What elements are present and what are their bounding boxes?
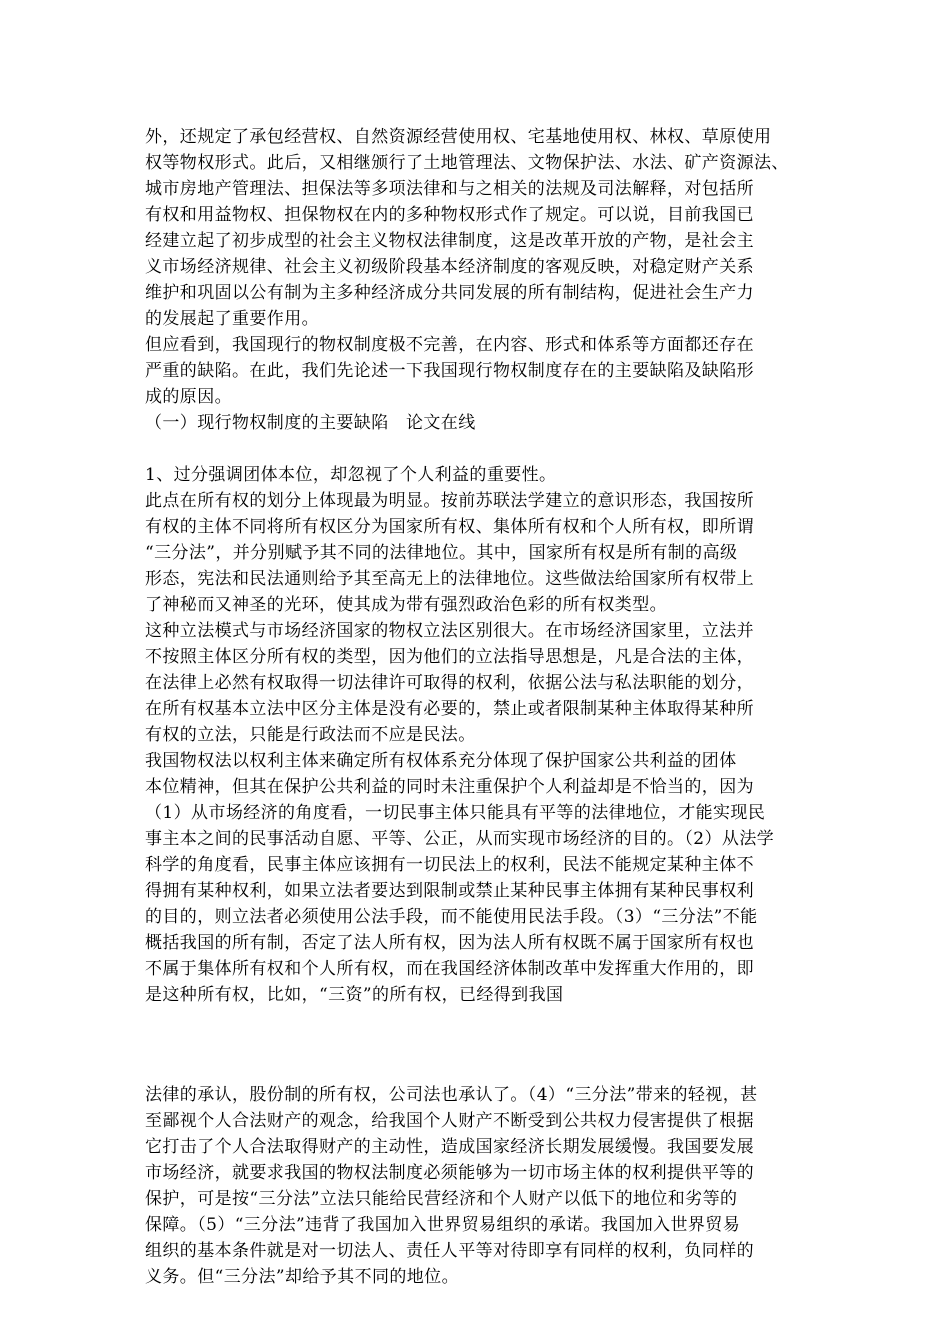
text-line: 的目的，则立法者必须使用公法手段，而不能使用民法手段。（3）“三分法”不能	[145, 907, 758, 927]
text-line: 义市场经济规律、社会主义初级阶段基本经济制度的客观反映，对稳定财产关系	[145, 257, 754, 277]
paragraph-block-2	[145, 462, 815, 1008]
text-line: 概括我国的所有制，否定了法人所有权，因为法人所有权既不属于国家所有权也	[145, 933, 754, 953]
text-line: 但应看到，我国现行的物权制度极不完善，在内容、形式和体系等方面都还存在	[145, 335, 754, 355]
text-line: 的发展起了重要作用。	[145, 309, 319, 329]
text-line: 权等物权形式。此后，又相继颁行了土地管理法、文物保护法、水法、矿产资源法、	[145, 153, 789, 173]
text-line: 在法律上必然有权取得一切法律许可取得的权利，依据公法与私法职能的划分，	[145, 673, 754, 693]
text-line: 保障。（5）“三分法”违背了我国加入世界贸易组织的承诺。我国加入世界贸易	[145, 1215, 741, 1235]
subsection-heading: 1、过分强调团体本位，却忽视了个人利益的重要性。	[145, 465, 557, 485]
text-line: 城市房地产管理法、担保法等多项法律和与之相关的法规及司法解释，对包括所	[145, 179, 754, 199]
text-line: （1）从市场经济的角度看，一切民事主体只能具有平等的法律地位，才能实现民	[145, 803, 766, 823]
text-line: 至鄙视个人合法财产的观念，给我国个人财产不断受到公共权力侵害提供了根据	[145, 1111, 754, 1131]
text-line: 事主本之间的民事活动自愿、平等、公正，从而实现市场经济的目的。（2）从法学	[145, 829, 775, 849]
text-line: 了神秘而又神圣的光环，使其成为带有强烈政治色彩的所有权类型。	[145, 595, 667, 615]
text-line: 本位精神，但其在保护公共利益的同时未注重保护个人利益却是不恰当的，因为	[145, 777, 754, 797]
text-line: 不按照主体区分所有权的类型，因为他们的立法指导思想是，凡是合法的主体，	[145, 647, 754, 667]
text-line: 维护和巩固以公有制为主多种经济成分共同发展的所有制结构，促进社会生产力	[145, 283, 754, 303]
text-line: 得拥有某种权利，如果立法者要达到限制或禁止某种民事主体拥有某种民事权利	[145, 881, 754, 901]
blank-line	[145, 436, 815, 462]
text-line: 我国物权法以权利主体来确定所有权体系充分体现了保护国家公共利益的团体	[145, 751, 737, 771]
paragraph-block-1	[145, 124, 815, 436]
text-line: 在所有权基本立法中区分主体是没有必要的，禁止或者限制某种主体取得某种所	[145, 699, 754, 719]
text-line: 这种立法模式与市场经济国家的物权立法区别很大。在市场经济国家里，立法并	[145, 621, 754, 641]
text-line: 法律的承认，股份制的所有权，公司法也承认了。（4）“三分法”带来的轻视，甚	[145, 1085, 758, 1105]
section-heading: （一）现行物权制度的主要缺陷 论文在线	[145, 413, 476, 433]
text-line: 它打击了个人合法取得财产的主动性，造成国家经济长期发展缓慢。我国要发展	[145, 1137, 754, 1157]
text-line: 科学的角度看，民事主体应该拥有一切民法上的权利，民法不能规定某种主体不	[145, 855, 754, 875]
text-line: 严重的缺陷。在此，我们先论述一下我国现行物权制度存在的主要缺陷及缺陷形	[145, 361, 754, 381]
text-line: 是这种所有权，比如，“三资”的所有权，已经得到我国	[145, 985, 564, 1005]
text-line: 有权和用益物权、担保物权在内的多种物权形式作了规定。可以说，目前我国已	[145, 205, 754, 225]
document-page	[145, 124, 815, 1290]
text-line: 形态，宪法和民法通则给予其至高无上的法律地位。这些做法给国家所有权带上	[145, 569, 754, 589]
text-line: 外，还规定了承包经营权、自然资源经营使用权、宅基地使用权、林权、草原使用	[145, 127, 772, 147]
text-line: 保护，可是按“三分法”立法只能给民营经济和个人财产以低下的地位和劣等的	[145, 1189, 738, 1209]
paragraph-block-3	[145, 1082, 815, 1290]
text-line: 组织的基本条件就是对一切法人、责任人平等对待即享有同样的权利，负同样的	[145, 1241, 754, 1261]
text-line: 经建立起了初步成型的社会主义物权法律制度，这是改革开放的产物，是社会主	[145, 231, 754, 251]
text-line: 市场经济，就要求我国的物权法制度必须能够为一切市场主体的权利提供平等的	[145, 1163, 754, 1183]
text-line: 有权的主体不同将所有权区分为国家所有权、集体所有权和个人所有权，即所谓	[145, 517, 754, 537]
text-line: 义务。但“三分法”却给予其不同的地位。	[145, 1267, 459, 1287]
text-line: “三分法”，并分别赋予其不同的法律地位。其中，国家所有权是所有制的高级	[145, 543, 738, 563]
text-line: 有权的立法，只能是行政法而不应是民法。	[145, 725, 476, 745]
text-line: 成的原因。	[145, 387, 232, 407]
text-line: 此点在所有权的划分上体现最为明显。按前苏联法学建立的意识形态，我国按所	[145, 491, 754, 511]
text-line: 不属于集体所有权和个人所有权，而在我国经济体制改革中发挥重大作用的，即	[145, 959, 754, 979]
page-gap	[145, 1008, 815, 1082]
